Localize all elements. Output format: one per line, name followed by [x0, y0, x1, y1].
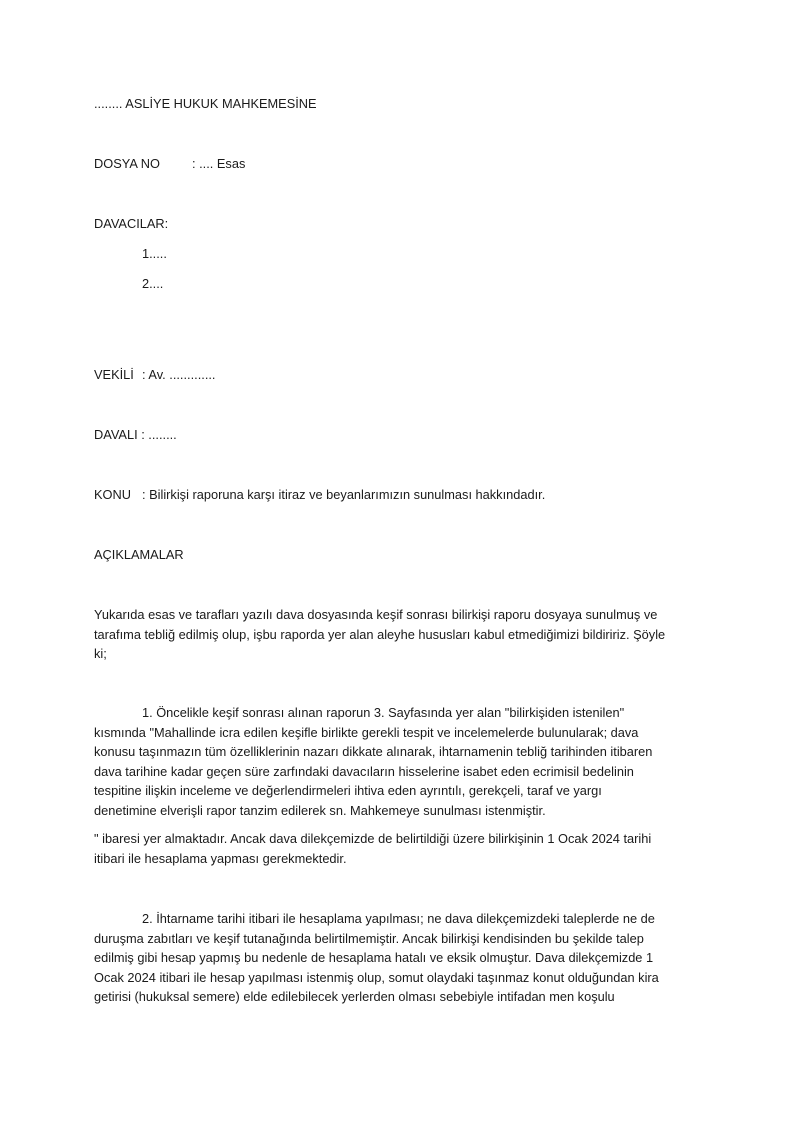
subject-value: : Bilirkişi raporuna karşı itiraz ve beyanlarımızın sunulması hakkındadır.: [142, 487, 546, 502]
paragraph-line: konusu taşınmazın tüm özelliklerinin nazarı dikkate alınarak, ihtarnamenin tebliğ tarihinden itibaren: [94, 744, 653, 760]
item-1-paragraph: [94, 703, 704, 821]
paragraph-line: Yukarıda esas ve tarafları yazılı dava dosyasında keşif sonrası bilirkişi raporu dosyaya sunulmuş ve: [94, 607, 658, 622]
item-1-continuation: [94, 829, 704, 868]
paragraph-line: 1. Öncelikle keşif sonrası alınan raporun 3. Sayfasında yer alan "bilirkişiden istenilen": [142, 705, 625, 720]
court-heading: ........ ASLİYE HUKUK MAHKEMESİNE: [94, 96, 317, 111]
paragraph-line: itibari ile hesaplama yapması gerekmektedir.: [94, 850, 347, 866]
paragraph-line: ki;: [94, 646, 107, 662]
paragraph-line: tespitine ilişkin inceleme ve değerlendirmeleri ihtiva eden ayrıntılı, gerekçeli, taraf ve yargı: [94, 783, 602, 799]
attorney-label: VEKİLİ: [94, 367, 134, 382]
item-2-paragraph: [94, 909, 704, 1007]
paragraph-line: Ocak 2024 itibari ile hesap yapılması istenmiş olup, somut olaydaki taşınmaz konut olduğundan kira: [94, 969, 659, 985]
paragraph-line: duruşma zabıtları ve keşif tutanağında belirtilmemiştir. Ancak bilirkişi kendisinden bu şekilde talep: [94, 930, 644, 946]
paragraph-line: dava tarihine kadar geçen süre zarfındaki davacıların hisselerine isabet eden ecrimisil bedelinin: [94, 763, 634, 779]
file-no-value: : .... Esas: [192, 156, 246, 171]
paragraph-line: edilmiş gibi hesap yapmış bu nedenle de hesaplama hatalı ve eksik olmuştur. Dava dilekçemizde 1: [94, 950, 654, 966]
file-no-row: [94, 154, 245, 174]
paragraph-line: " ibaresi yer almaktadır. Ancak dava dilekçemizde de belirtildiği üzere bilirkişinin 1 Ocak 2024 tarihi: [94, 831, 652, 846]
intro-paragraph: [94, 605, 704, 664]
attorney-value: : Av. .............: [142, 367, 216, 382]
paragraph-line: denetimine elverişli rapor tanzim edilerek sn. Mahkemeye sunulması istenmiştir.: [94, 802, 546, 818]
attorney-row: [94, 365, 216, 385]
paragraph-line: getirisi (hukuksal semere) elde edilebilecek yerlerden olması sebebiyle intifadan men koşulu: [94, 989, 615, 1005]
paragraph-line: 2. İhtarname tarihi itibari ile hesaplama yapılması; ne dava dilekçemizdeki taleplerde ne de: [142, 911, 655, 926]
plaintiffs-label: DAVACILAR:: [94, 216, 169, 231]
explanations-heading: AÇIKLAMALAR: [94, 547, 184, 562]
plaintiff-item: 2....: [142, 276, 164, 291]
defendant-value: : ........: [141, 427, 177, 442]
defendant-row: [94, 425, 177, 445]
subject-label: KONU: [94, 487, 131, 502]
paragraph-line: kısmında "Mahallinde icra edilen keşifle birlikte gerekli tespit ve incelemelerde bulunularak; dava: [94, 724, 639, 740]
paragraph-line: tarafıma tebliğ edilmiş olup, işbu raporda yer alan aleyhe hususları kabul etmediğimizi bildiririz. Şöyle: [94, 626, 666, 642]
subject-row: [94, 485, 545, 505]
plaintiff-item: 1.....: [142, 246, 167, 261]
defendant-label: DAVALI: [94, 427, 138, 442]
file-no-label: DOSYA NO: [94, 156, 160, 171]
